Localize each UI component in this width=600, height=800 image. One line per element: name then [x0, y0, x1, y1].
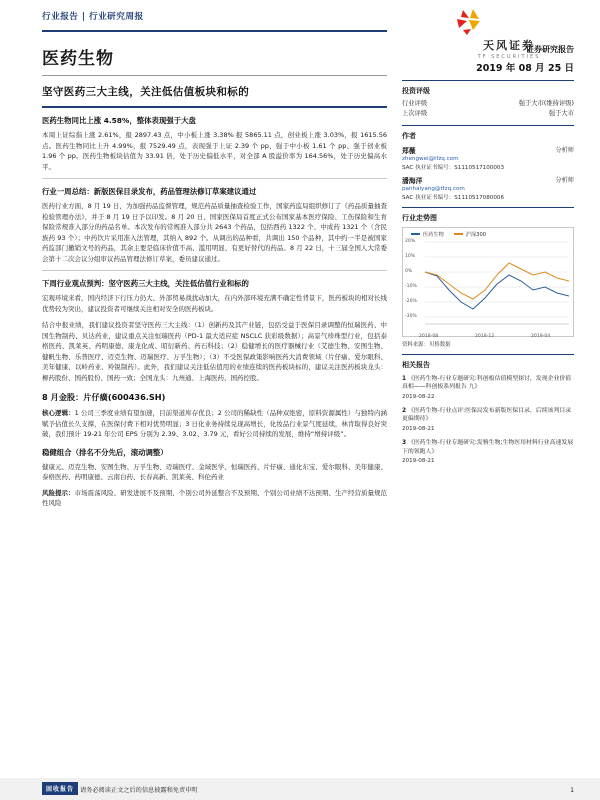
sidebar-rule-3 — [402, 207, 574, 208]
title-rule-thin — [42, 75, 387, 76]
section3-body-2: 结合中报业绩，我们建议投资者坚守医药三大主线：（1）创新药及其产业链，包括受益于医保目录调整的恒瑞医药、中国生物制药、贝达药业，建议重点关注恒瑞医药（PD-1 最大适应症 NSCLC 获彩级数据）；高景气珍珠型行业，包括泰格医药、凯莱英、药明康德、康龙化成、昭衍新药、药石科技；（2）稳健增长的医疗器械行业（艾德生物、安图生物、健帆生物、乐普医疗、迈克生物、迈瑞医疗、万孚生物）；（3）不受医保政策影响医药大消费领域（片仔癀、爱尔眼科、美年健康、以岭药业、羚锐制药）。此外，我们建议关注低估值用的业绩连续的医药板块标的，建议关注医药板块龙头：柳药股份、国药股份、国药一致；全国龙头：九州通、上海医药、国药控股。 — [42, 321, 387, 382]
report-title-text: 《医药生物-行业点评:医保局发布新版医保目录，后续该判目录更偏期待》 — [402, 407, 572, 423]
section1-body: 本周上证综指上涨 2.61%，报 2897.43 点，中小板上涨 3.38% 报 5865.11 点，创业板上涨 3.03%，报 1615.56 点。医药生物同比上升 4.99%，报 7529.49 点，表现强于上证 2.39 个 pp、强于中小板 1.61 个 pp、强于创业板 1.96 个 pp。医药生物板块估值为 33.91 倍，处于历史偏低水平，对全部 A 股溢价率为 164.56%，处于历史偏高水平。 — [42, 131, 387, 171]
core-logic-label: 核心逻辑： — [42, 409, 75, 418]
gold-stock-heading: 8 月金股：片仔癀(600436.SH) — [42, 392, 166, 403]
sidebar-rule-1 — [402, 80, 574, 81]
related-report-item[interactable] — [402, 375, 574, 402]
footer-disclaimer: 请务必阅读正文之后的信息披露和免责申明 — [80, 787, 198, 794]
report-title: 坚守医药三大主线，关注低估值板块和标的 — [42, 86, 250, 98]
research-label: 证券研究报告 — [526, 45, 574, 54]
title-rule-thick — [42, 106, 387, 108]
report-number: 1 — [402, 375, 407, 382]
page-footer — [0, 778, 600, 800]
chart-source: 资料来源：贝格数据 — [402, 341, 451, 348]
report-date-text: 2019-08-21 — [402, 458, 435, 465]
breadcrumb-text: 行业报告 | 行业研究周报 — [42, 12, 144, 22]
analyst-role: 分析师 — [555, 176, 574, 184]
y-tick: -30% — [405, 313, 417, 319]
main-content — [42, 44, 387, 514]
report-number: 2 — [402, 407, 407, 414]
report-date-text: 2019-08-21 — [402, 426, 435, 433]
chart-heading: 行业走势图 — [402, 213, 437, 222]
authors-heading: 作者 — [402, 131, 416, 140]
industry-trend-chart — [402, 227, 574, 337]
logo-name: 天风证券 — [483, 39, 535, 52]
x-tick: 2019-04 — [531, 333, 551, 339]
analyst-role: 分析师 — [555, 146, 574, 154]
sidebar — [402, 44, 574, 466]
rating-row — [402, 109, 574, 119]
core-logic-paragraph — [42, 408, 387, 440]
logo-subtitle: TF SECURITIES — [477, 54, 541, 60]
section3-heading: 下周行业观点预判：坚守医药三大主线，关注低估值行业和标的 — [42, 279, 249, 289]
combo-heading: 稳健组合（排名不分先后，滚动调整） — [42, 447, 168, 457]
rating-key: 上次评级 — [402, 109, 428, 117]
section1-heading: 医药生物同比上涨 4.58%，整体表现强于大盘 — [42, 116, 196, 125]
breadcrumb — [42, 10, 387, 22]
y-tick: -10% — [405, 283, 417, 289]
legend-label: 医药生物 — [423, 231, 444, 238]
legend-label: 沪深300 — [465, 231, 487, 238]
related-reports-heading: 相关报告 — [402, 360, 430, 369]
chart-plot — [403, 228, 575, 336]
report-date: 2019 年 08 月 25 日 — [476, 63, 574, 74]
section3-body-1: 宏观环境来看，国内经济下行压力仍大、外部贸易战扰动加大，在内外部环境充满不确定性背景下，医药板块的相对长线优势较为突出，建议投资者可继续关注相对安全的医药板块。 — [42, 294, 387, 313]
analyst-entry — [402, 175, 574, 201]
y-tick: 20% — [405, 238, 416, 244]
combo-text: 健康元、迈克生物、安图生物、万孚生物、迈瑞医疗、金域医学、恒瑞医药、片仔癀、通化东宝、爱尔眼科、美年健康、泰格医药、药明康德、云南白药、长春高新、凯莱英、科伦药业 — [42, 462, 387, 482]
risk-text: 市场震荡风险、研发进展不及预期、个别公司外延整合不及预期、个别公司业绩不达预期、生产经营质量规范性风险 — [42, 488, 388, 508]
header-rule — [42, 30, 387, 32]
y-tick: 10% — [405, 253, 416, 259]
page-number: 1 — [570, 787, 574, 794]
section2-heading: 行业一周总结：新版医保目录发布，药品管理法修订草案建议通过 — [42, 187, 257, 197]
core-logic-text: 1 公司三季度业绩有望加速，目前渠道库存优良；2 公司的稀缺性（品种双绝密，原料资源属性）与独特内涵赋予估值长久支撑，在医保付费下相对优势明显；3 日化业务持续兑现高增长，化妆品行业景气度延续，林肯取得良好突破，我们预计 19-21 年公司 EPS 分别为 2.39、3.02、3.79 元，看好公司持续的发展，维持“增持评级”。 — [42, 409, 387, 439]
analyst-email[interactable]: zhengwei@tfzq.com — [402, 155, 459, 162]
y-tick: 0% — [405, 268, 413, 274]
logo-mark-icon — [444, 6, 574, 36]
analyst-license: SAC 执业证书编号：S1110517080006 — [402, 194, 505, 201]
rating-value: 强于大市 — [548, 109, 574, 117]
x-tick: 2018-08 — [419, 333, 439, 339]
section-divider-1 — [42, 178, 387, 179]
analyst-email[interactable]: panhaiyang@tfzq.com — [402, 185, 465, 192]
section2-body: 医药行业方面，8 月 19 日，为加强药品监督管理，规范药品质量抽查检验工作，国家药监局组织修订了《药品质量抽查检验管理办法》，并于 8 月 19 日予以印发。8 月 20 日，国家医保局首度正式公布国家基本医疗保险、工伤保险和生育保险常规准入部分的药品名单。本次发布的常规准入部分共 2643 个药品，包括西药 1322 个、中成药 1321 个（含民族药 93 个）；中药饮片采用准入法管理，其纳入 892 个。从调出的品种看，共调出 150 个品种，其中约一半是被国家药监部门撤销文号的药品，其余主要是临床价值不高、滥用明显、有更好替代的药品。8 月 22 日，十三届全国人大常委会第十二次会议分组审议药品管理法修订草案，委员建议通过。 — [42, 202, 387, 263]
report-title-text: 《医药生物-行业专题研究:发簪生物;生物医用材料行业高速发展下的领跑人》 — [402, 439, 574, 455]
report-number: 3 — [402, 439, 407, 446]
analyst-name: 潘海洋 — [402, 176, 423, 185]
analyst-license: SAC 执业证书编号：S1110517100003 — [402, 164, 505, 171]
risk-label: 风险提示： — [42, 488, 75, 497]
risk-paragraph — [42, 488, 387, 509]
report-title-text: 《医药生物-行业专题研究:科创板估值模型探讨，发现企业价值真相——科创板系列报告 九》 — [402, 375, 572, 391]
rating-row — [402, 99, 574, 109]
sidebar-rule-2 — [402, 125, 574, 126]
related-report-item[interactable] — [402, 439, 574, 466]
analyst-name: 郑薇 — [402, 146, 416, 155]
rating-key: 行业评级 — [402, 100, 428, 107]
section-divider-2 — [42, 270, 387, 271]
x-tick: 2018-12 — [475, 333, 495, 339]
related-report-item[interactable] — [402, 407, 574, 434]
industry-title: 医药生物 — [42, 49, 114, 69]
rating-value: 强于大市(维持评级) — [518, 100, 574, 107]
sidebar-rule-4 — [402, 354, 574, 355]
analyst-entry — [402, 145, 574, 171]
footer-badge: 固收报告 — [42, 782, 78, 795]
rating-heading: 投资评级 — [402, 87, 430, 95]
report-date-text: 2019-08-22 — [402, 394, 435, 401]
y-tick: -20% — [405, 298, 417, 304]
